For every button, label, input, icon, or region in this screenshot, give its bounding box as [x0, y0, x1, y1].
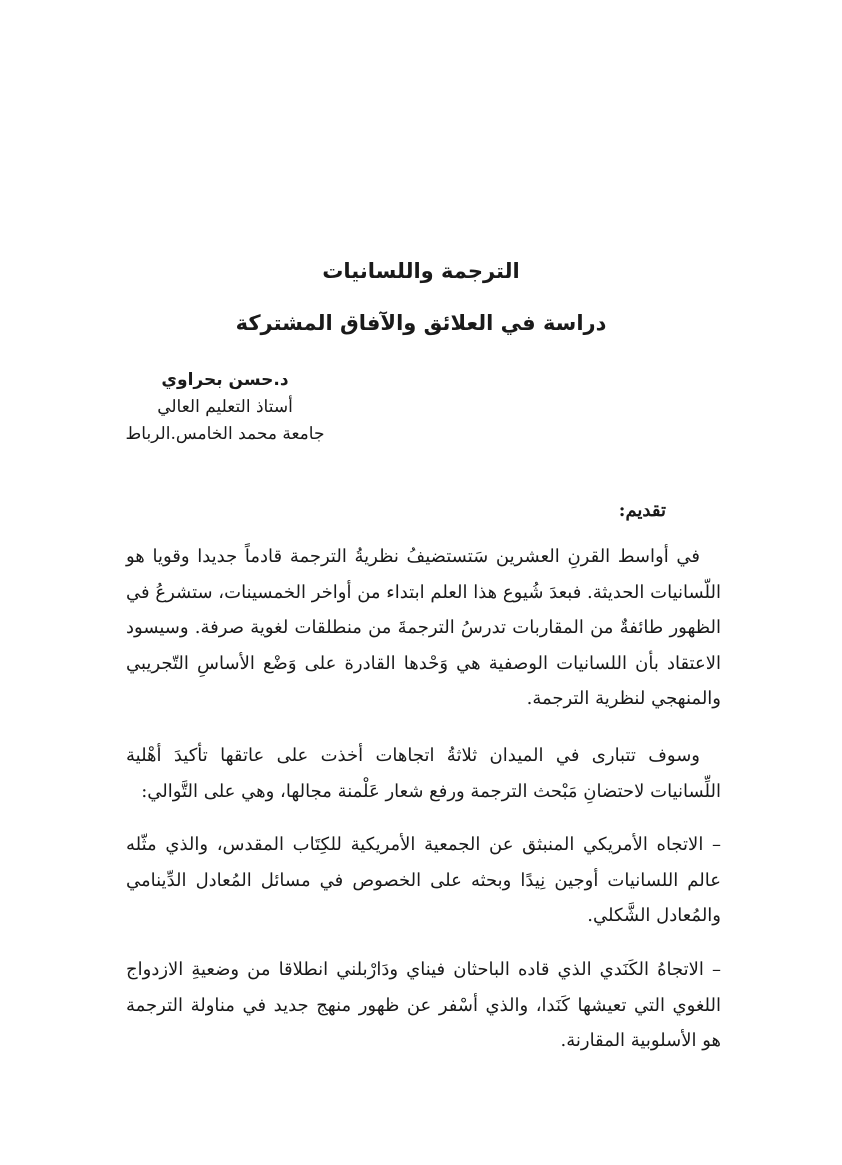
section-heading: تقديم: — [618, 500, 666, 521]
list-item-paragraph: – الاتجاه الأمريكي المنبثق عن الجمعية الأمريكية للكِتَاب المقدس، والذي مثّله عالم اللسانيات أوجين نِيدًا وبحثه على الخصوص في مسائل المُعادل الدِّينامي والمُعادل الشَّكلي. — [126, 834, 721, 926]
article-title: الترجمة واللسانيات — [322, 259, 520, 283]
author-name: د.حسن بحراوي — [161, 370, 289, 390]
article-subtitle: دراسة في العلائق والآفاق المشتركة — [235, 311, 607, 335]
body-paragraph: وسوف تتبارى في الميدان ثلاثةُ اتجاهات أخذت على عاتقها تأكيدَ أهْلية اللِّسانيات لاحتضانِ مَبْحث الترجمة ورفع شعار عَلْمنة مجالها، وهي على التَّوالي: — [126, 745, 721, 802]
list-item-paragraph: – الاتجاهُ الكَنَدي الذي قاده الباحثان فيناي ودَارْبلني انطلاقا من وضعيةِ الازدواج اللغوي التي تعيشها كَنَدا، والذي أسْفر عن ظهور منهج جديد في مناولة الترجمة هو الأسلوبية المقارنة. — [126, 959, 721, 1051]
author-affiliation: جامعة محمد الخامس.الرباط — [125, 424, 325, 444]
body-paragraph: في أواسط القرنِ العشرين سَتستضيفُ نظريةُ الترجمة قادماً جديدا وقويا هو اللّسانيات الحديثة. فبعدَ شُيوع هذا العلم ابتداء من أواخر الخمسينات، ستشرعُ في الظهور طائفةٌ من المقاربات تدرسُ الترجمةَ من منطلقات لغوية صرفة. وسيسود الاعتقاد بأن اللسانيات الوصفية هي وَحْدها القادرة على وَضْع الأساسِ التّجريبي والمنهجي لنظرية الترجمة. — [126, 546, 721, 709]
author-position: أستاذ التعليم العالي — [157, 397, 293, 417]
